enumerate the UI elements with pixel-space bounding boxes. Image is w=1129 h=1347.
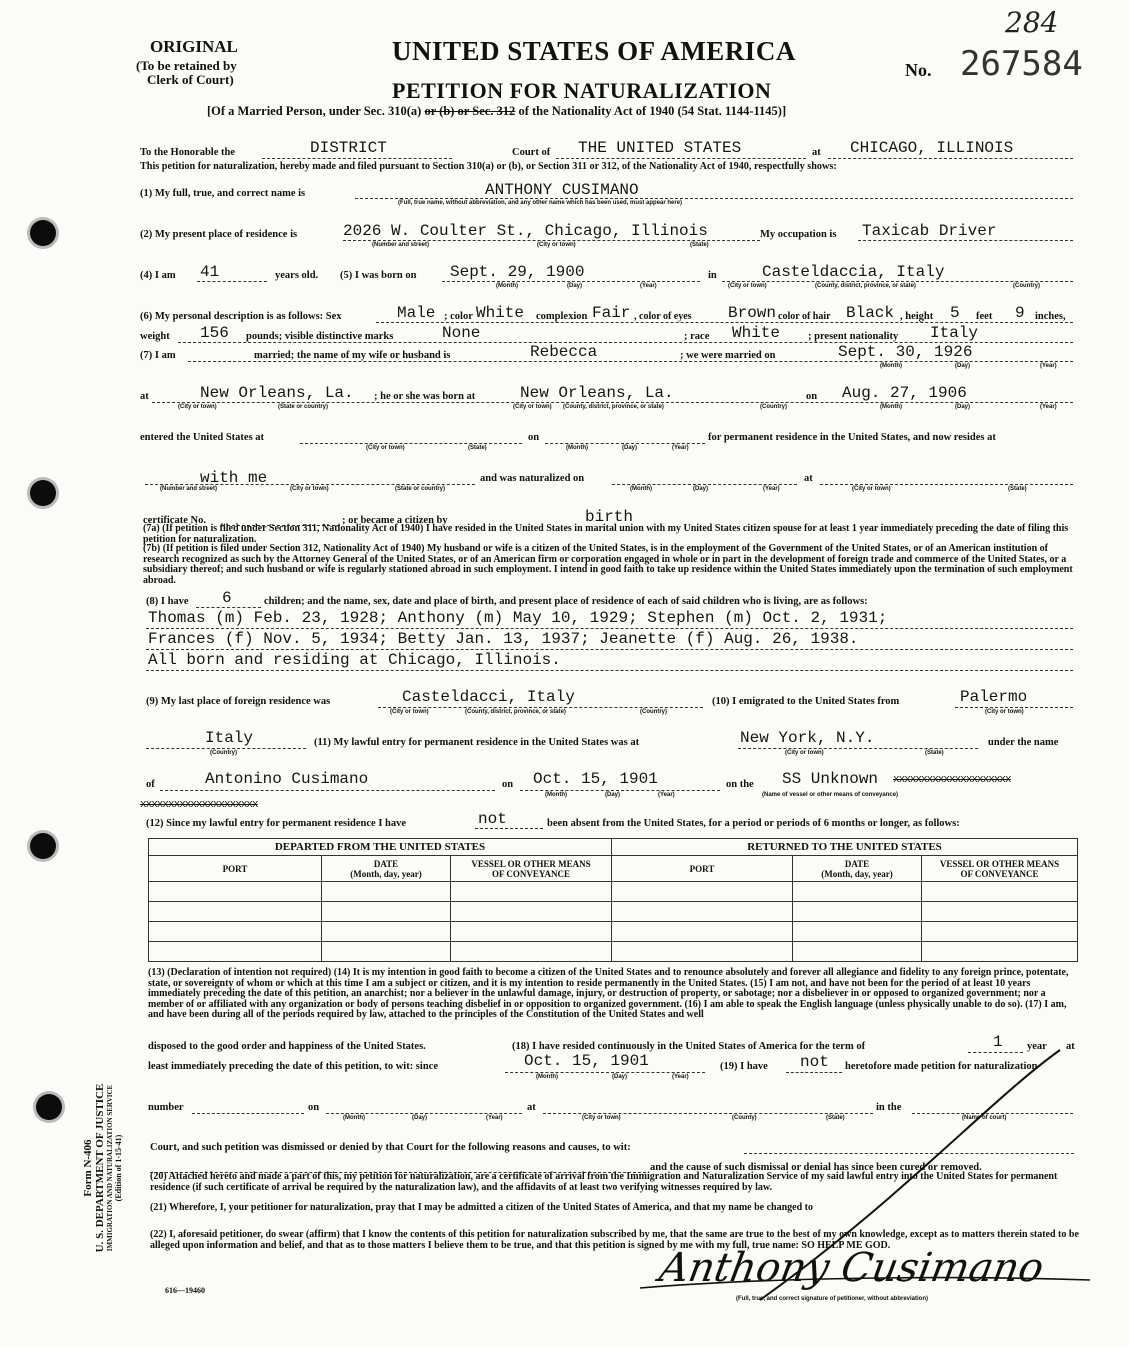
marriage-date: Sept. 30, 1926: [838, 343, 973, 361]
entry-name: Antonino Cusimano: [205, 770, 369, 788]
emigrated-country: Italy: [205, 729, 254, 747]
petitioner-signature: Anthony Cusimano: [655, 1245, 1048, 1291]
citizen-by: birth: [585, 508, 634, 526]
struck-text-1: xxxxxxxxxxxxxxxxxxxxx: [893, 774, 1011, 786]
original-label: ORIGINAL: [150, 37, 238, 56]
spouse-birthplace: New Orleans, La.: [520, 384, 674, 402]
margin-form-block: [82, 1068, 123, 1268]
absent: not: [478, 810, 507, 828]
travel-table: [148, 838, 1078, 962]
at-label: at: [812, 147, 821, 158]
court-name: DISTRICT: [310, 139, 387, 157]
birth-place: Casteldaccia, Italy: [762, 263, 945, 281]
vessel: SS Unknown: [782, 770, 879, 788]
paragraph-22: (22) I, aforesaid petitioner, do swear (affirm) that I know the contents of this petition for naturalization subscribed by me, that the same are true to the best of my own knowledge, except as to matters therein stated to be alleged upon information and belief, and that as to those matters I believe them to be true, and that this petition is signed by me with my full, true name: SO HELP ME GOD.: [150, 1229, 1079, 1251]
return-vessel-header: VESSEL OR OTHER MEANS OF CONVEYANCE: [922, 856, 1078, 882]
handwritten-number: 284: [1005, 6, 1059, 39]
residence-label: (2) My present place of residence is: [140, 229, 298, 240]
retained-line-1: (To be retained by: [136, 58, 237, 73]
table-row: [149, 922, 1078, 942]
birth-date: Sept. 29, 1900: [450, 263, 585, 281]
hair: Black: [846, 304, 895, 322]
edition: (Edition of 1-15-41): [114, 1134, 123, 1202]
weight: 156: [200, 324, 229, 342]
height-inches: 9: [1015, 304, 1025, 322]
foreign-residence: Casteldacci, Italy: [402, 688, 575, 706]
occupation-label: My occupation is: [760, 229, 837, 240]
children-line-3: All born and residing at Chicago, Illinois.: [148, 651, 561, 669]
table-row: [149, 942, 1078, 962]
vessel-header: VESSEL OR OTHER MEANS OF CONVEYANCE: [451, 856, 612, 882]
department: U. S. DEPARTMENT OF JUSTICE: [94, 1083, 106, 1253]
name-label: (1) My full, true, and correct name is: [140, 188, 306, 199]
since-date: Oct. 15, 1901: [524, 1052, 649, 1070]
height-feet: 5: [950, 304, 960, 322]
form-number: Form N-406: [82, 1139, 94, 1197]
paragraph-21: (21) Wherefore, I, your petitioner for naturalization, pray that I may be admitted a citizen of the United States of America, and that my name be changed to: [150, 1202, 813, 1213]
sex: Male: [397, 304, 436, 322]
color: White: [476, 304, 525, 322]
children-line-1: Thomas (m) Feb. 23, 1928; Anthony (m) May 10, 1929; Stephen (m) Oct. 2, 1931;: [148, 609, 888, 627]
children-count: 6: [222, 589, 232, 607]
service: IMMIGRATION AND NATURALIZATION SERVICE: [106, 1084, 114, 1252]
paragraph-7a: (7a) (If petition is filed under Section 311, Nationality Act of 1940) I have resided in the United States in marital union with my United States citizen spouse for at least 1 year immediately preceding the date of filing this petition for naturalization.: [143, 523, 1069, 545]
subtitle: [Of a Married Person, under Sec. 310(a) or (b) or Sec. 312 of the Nationality Act of 1940 (54 Stat. 1144-1145)]: [207, 104, 787, 118]
table-row: [149, 882, 1078, 902]
spouse-birth-date: Aug. 27, 1906: [842, 384, 967, 402]
return-port-header: PORT: [612, 856, 793, 882]
complexion: Fair: [592, 304, 631, 322]
departed-header: DEPARTED FROM THE UNITED STATES: [149, 839, 612, 856]
date-header: DATE (Month, day, year): [322, 856, 451, 882]
subtitle-struck: or (b) or Sec. 312: [424, 104, 516, 118]
resides-at: with me: [200, 469, 268, 487]
retained-line-2: Clerk of Court): [147, 72, 234, 87]
marriage-place: New Orleans, La.: [200, 384, 354, 402]
table-row: [149, 902, 1078, 922]
port-header: PORT: [149, 856, 322, 882]
spouse-name: Rebecca: [530, 343, 598, 361]
no-label: No.: [905, 60, 932, 80]
occupation: Taxicab Driver: [862, 222, 997, 240]
punch-hole-top: [30, 220, 56, 246]
children-line-2: Frances (f) Nov. 5, 1934; Betty Jan. 13, 1937; Jeanette (f) Aug. 26, 1938.: [148, 630, 859, 648]
print-code: 616—19460: [165, 1286, 205, 1295]
eyes: Brown: [728, 304, 777, 322]
name-caption: (Full, true name, without abbreviation, and any other name which has been used, must appear here): [398, 200, 683, 206]
residence: 2026 W. Coulter St., Chicago, Illinois: [343, 222, 708, 240]
to-label: To the Honorable the: [140, 147, 235, 158]
age: 41: [200, 263, 220, 281]
entry-port: New York, N.Y.: [740, 729, 875, 747]
petition-number: 267584: [960, 44, 1083, 84]
return-date-header: DATE (Month, day, year): [793, 856, 922, 882]
paragraph-13-17: (13) (Declaration of intention not required) (14) It is my intention in good faith to become a citizen of the United States and to renounce absolutely and forever all allegiance and fidelity to any foreign prince, potentate, state, or sovereignty of whom or which at this time I am a subject or citizen, and it is my intention to reside permanently in the United States. (15) I am not, and have not been for the period of at least 10 years immediately preceding the date of this petition, an anarchist; nor a believer in the unlawful damage, injury, or destruction of property, or sabotage; nor a disbeliever in or opposed to organized government; nor a member of or affiliated with any organization or body of persons teaching disbelief in or opposition to organized government. (16) I am able to speak the English language (unless physically unable to do so). (17) I am, and have been during all of the periods required by law, attached to the principles of the Constitution of the United States and well: [148, 967, 1069, 1021]
intro-line: This petition for naturalization, hereby made and filed pursuant to Section 310(a) or (b), or Section 311 or 312, of the Nationality Act of 1940, respectfully shows:: [140, 161, 837, 172]
paragraph-20: (20) Attached hereto and made a part of this, my petition for naturalization, are a certificate of arrival from the Immigration and Naturalization Service of my said lawful entry into the United States for permanent residence (if such certificate of arrival be required by the naturalization law), and the affidavits of at least two verifying witnesses required by law.: [150, 1171, 1058, 1193]
heretofore: not: [800, 1053, 829, 1071]
residence-term: 1: [993, 1033, 1003, 1051]
distinctive-marks: None: [442, 324, 481, 342]
struck-text-2: xxxxxxxxxxxxxxxxxxxxx: [140, 799, 258, 811]
court-of-value: THE UNITED STATES: [578, 139, 742, 157]
race: White: [732, 324, 781, 342]
page-title: PETITION FOR NATURALIZATION: [392, 78, 772, 103]
punch-hole-lower: [30, 833, 56, 859]
paragraph-7b: (7b) (If petition is filed under Section 312, Nationality Act of 1940) My husband or wife is a citizen of the United States, is in the employment of the Government of the United States, or of an American institution of research recognized as such by the Attorney General of the United States, or of an American firm or corporation engaged in whole or in part in the development of foreign trade and commerce of the United States, or a subsidiary thereof; and such husband or wife is regularly stationed abroad in such employment. I intend in good faith to take up residence within the United States immediately upon the termination of such employment abroad.: [143, 543, 1073, 586]
nationality: Italy: [930, 324, 979, 342]
emigrated-from: Palermo: [960, 688, 1028, 706]
court-location: CHICAGO, ILLINOIS: [850, 139, 1014, 157]
punch-hole-upper: [30, 480, 56, 506]
full-name: ANTHONY CUSIMANO: [485, 181, 639, 199]
punch-hole-bottom: [36, 1094, 62, 1120]
description-label: (6) My personal description is as follows: Sex: [140, 311, 342, 322]
country-title: UNITED STATES OF AMERICA: [392, 36, 796, 66]
returned-header: RETURNED TO THE UNITED STATES: [612, 839, 1078, 856]
entry-date: Oct. 15, 1901: [533, 770, 658, 788]
court-of-label: Court of: [512, 147, 551, 158]
signature-caption: (Full, true, and correct signature of petitioner, without abbreviation): [736, 1296, 929, 1302]
